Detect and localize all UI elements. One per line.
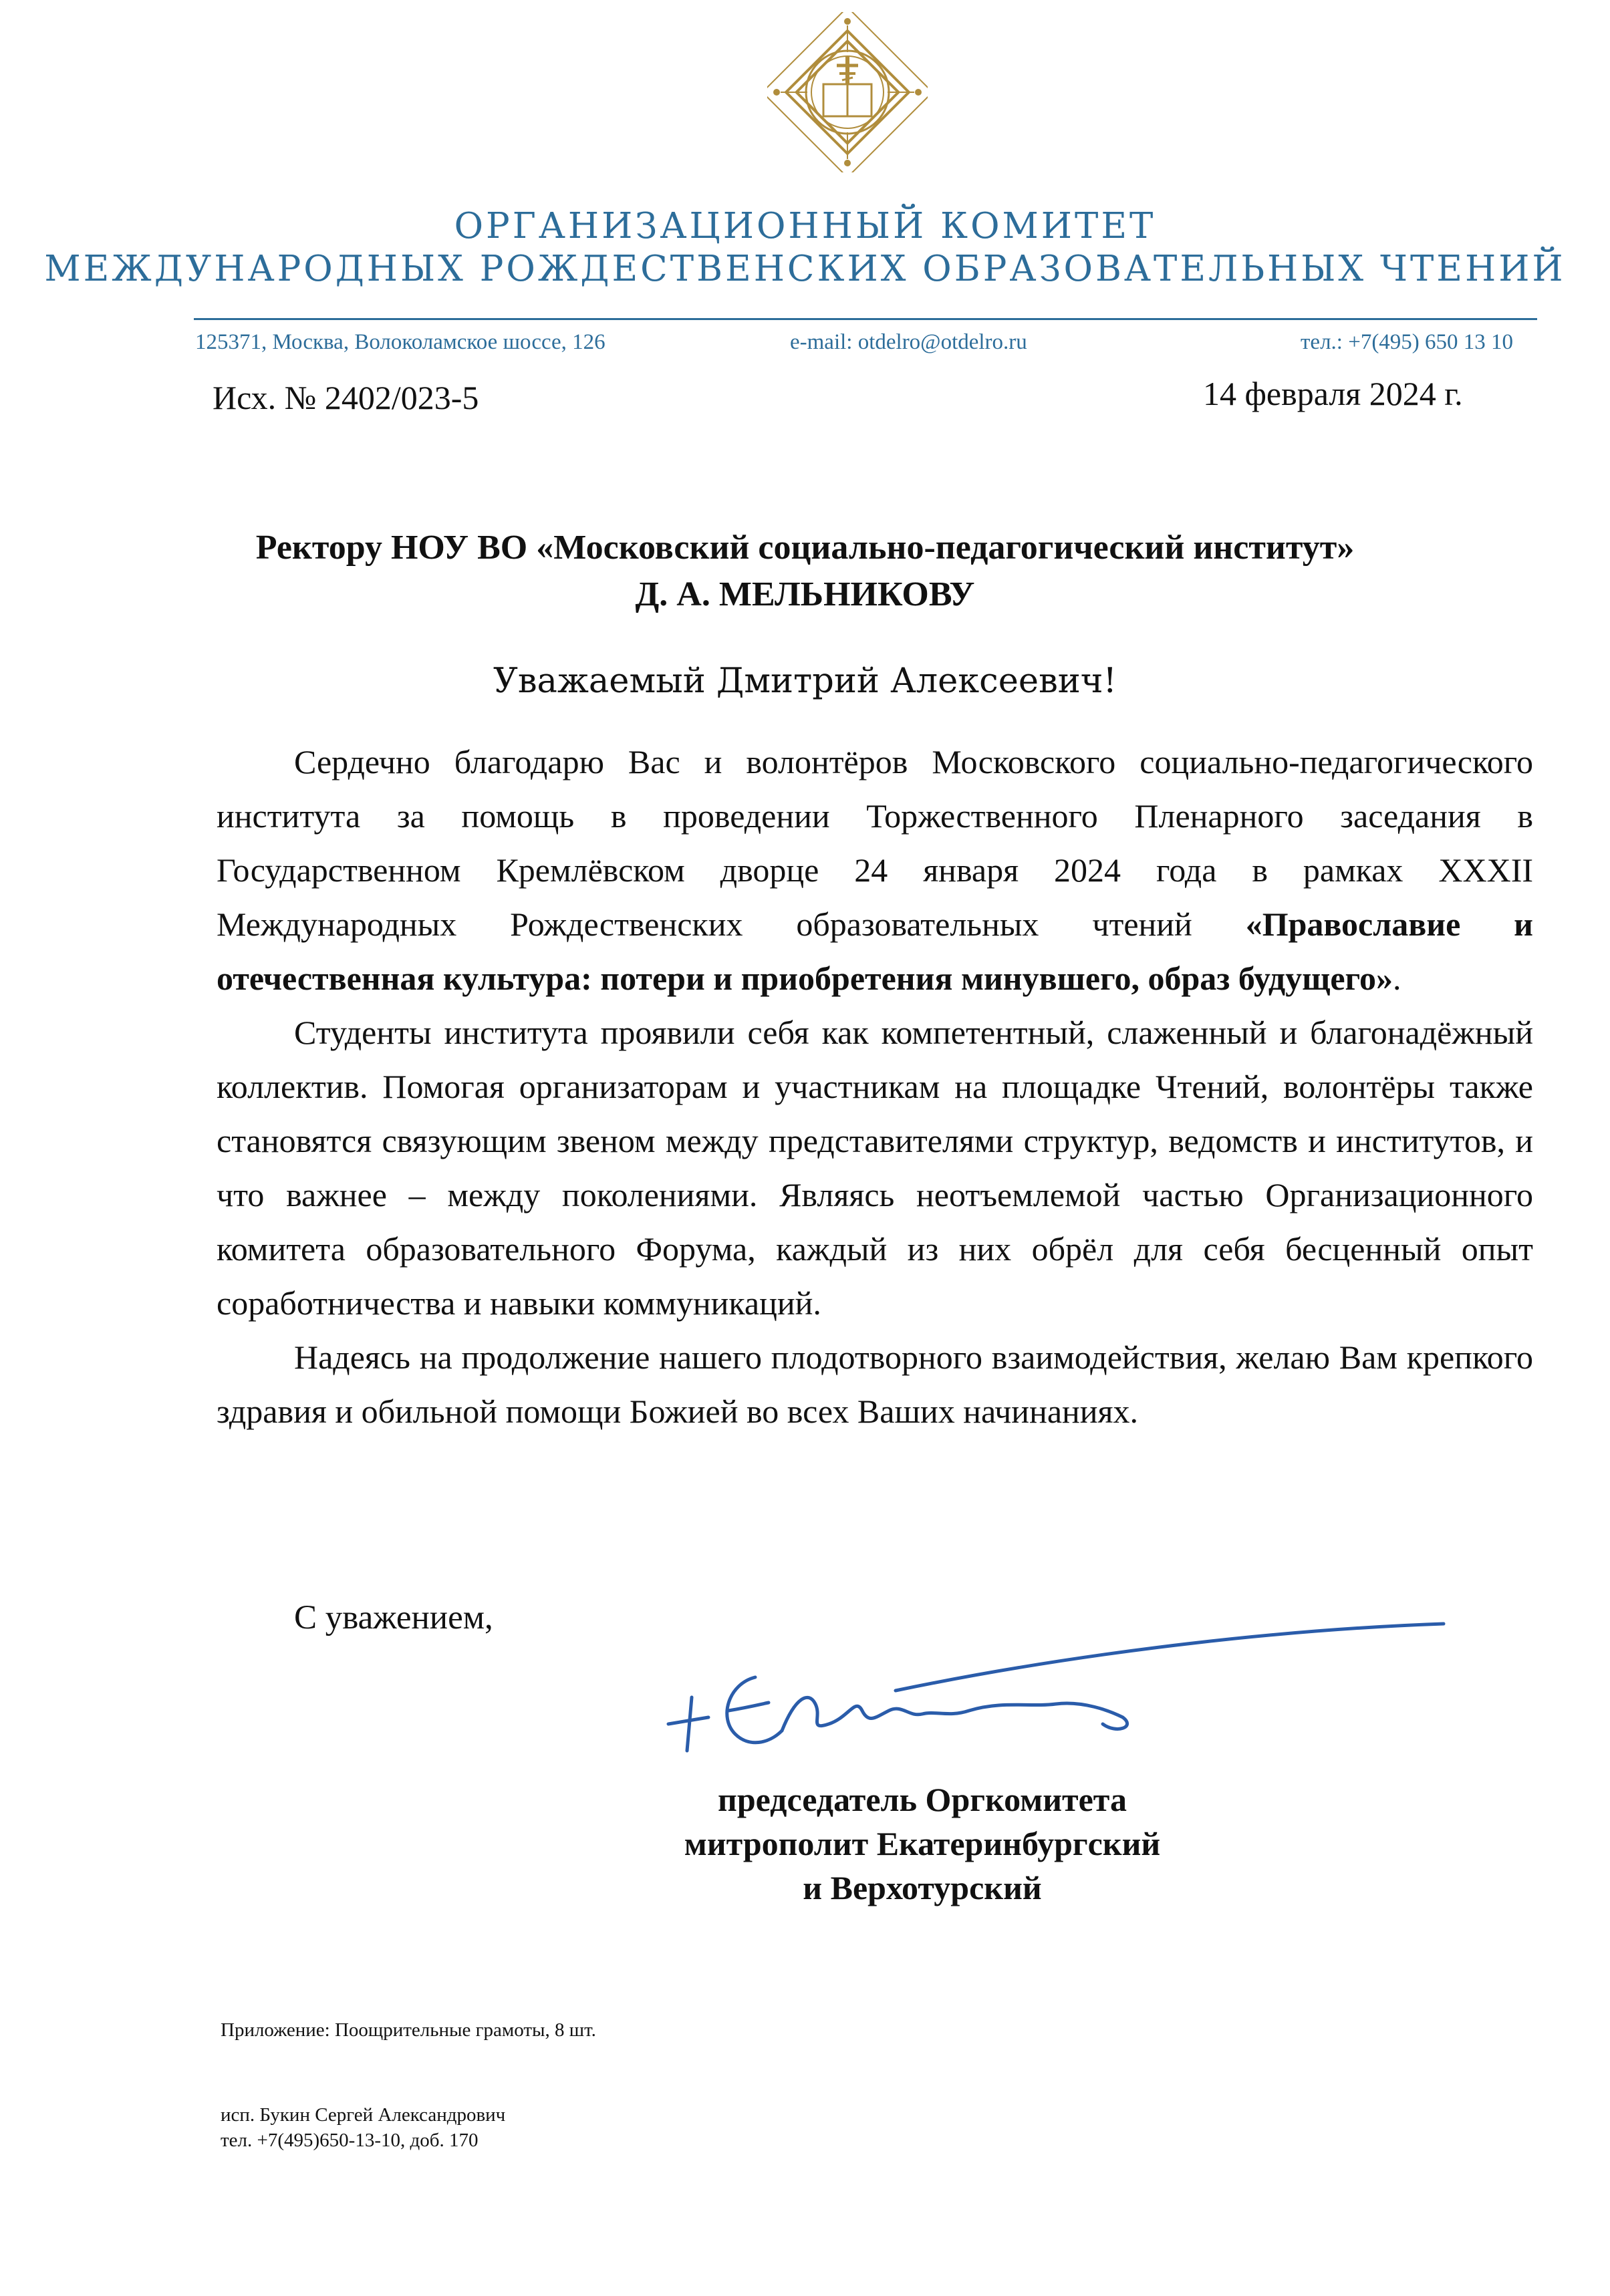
signer-block	[0, 1777, 1610, 1910]
event-title: «Православие и отечественная культура: потери и приобретения минувшего, образ будущего»	[217, 905, 1533, 997]
handwritten-signature	[655, 1617, 1457, 1777]
signer-line3: и Верхотурский	[803, 1869, 1042, 1906]
org-email: e-mail: otdelro@otdelro.ru	[790, 330, 1027, 354]
salutation: Уважаемый Дмитрий Алексеевич!	[493, 662, 1117, 701]
cross-book-emblem-icon	[767, 12, 928, 172]
executor-info	[221, 2102, 505, 2153]
addressee-line2: Д. А. МЕЛЬНИКОВУ	[635, 575, 975, 613]
executor-phone: тел. +7(495)650-13-10, доб. 170	[221, 2130, 479, 2151]
body-paragraph-1-end: .	[1393, 960, 1401, 997]
org-address: 125371, Москва, Волоколамское шоссе, 126	[195, 330, 606, 354]
body-paragraph-1	[217, 735, 1533, 1006]
executor-name: исп. Букин Сергей Александрович	[221, 2104, 506, 2126]
org-name-line1: ОРГАНИЗАЦИОННЫЙ КОМИТЕТ	[454, 206, 1156, 247]
header-divider	[194, 318, 1537, 320]
attachment-note: Приложение: Поощрительные грамоты, 8 шт.	[221, 2019, 596, 2041]
body-paragraph-2: Студенты института проявили себя как компетентный, слаженный и благонадёжный коллектив. Помогая организаторам и участникам на площадке Чтений, волонтёры также становятся связующим звеном между представителями структур, ведомств и институтов, и что важнее – между поколениями. Являясь неотъемлемой частью Организационного комитета образовательного Форума, каждый из них обрёл для себя бесценный опыт соработничества и навыки коммуникаций.	[217, 1014, 1533, 1322]
closing: С уважением,	[294, 1599, 493, 1636]
document-number: Исх. № 2402/023-5	[213, 379, 479, 416]
signer-line2: митрополит Екатеринбургский	[684, 1825, 1161, 1862]
body-paragraph-3: Надеясь на продолжение нашего плодотворного взаимодействия, желаю Вам крепкого здравия и обильной помощи Божией во всех Ваших начинаниях.	[217, 1338, 1533, 1430]
addressee-line1: Ректору НОУ ВО «Московский социально-педагогический институт»	[255, 529, 1355, 567]
letter-body	[217, 735, 1533, 1439]
body-paragraph-1-text: Сердечно благодарю Вас и волонтёров Московского социально-педагогического института за помощь в проведении Торжественного Пленарного заседания в Государственном Кремлёвском дворце 24 января 2024 года в рамках XXXII Международных Рождественских образовательных чтений	[217, 743, 1533, 943]
document-date: 14 февраля 2024 г.	[1203, 375, 1463, 412]
org-name-line2: МЕЖДУНАРОДНЫХ РОЖДЕСТВЕНСКИХ ОБРАЗОВАТЕЛЬНЫХ ЧТЕНИЙ	[44, 249, 1566, 289]
org-phone: тел.: +7(495) 650 13 10	[1301, 330, 1514, 354]
signer-line1: председатель Оргкомитета	[718, 1781, 1127, 1818]
